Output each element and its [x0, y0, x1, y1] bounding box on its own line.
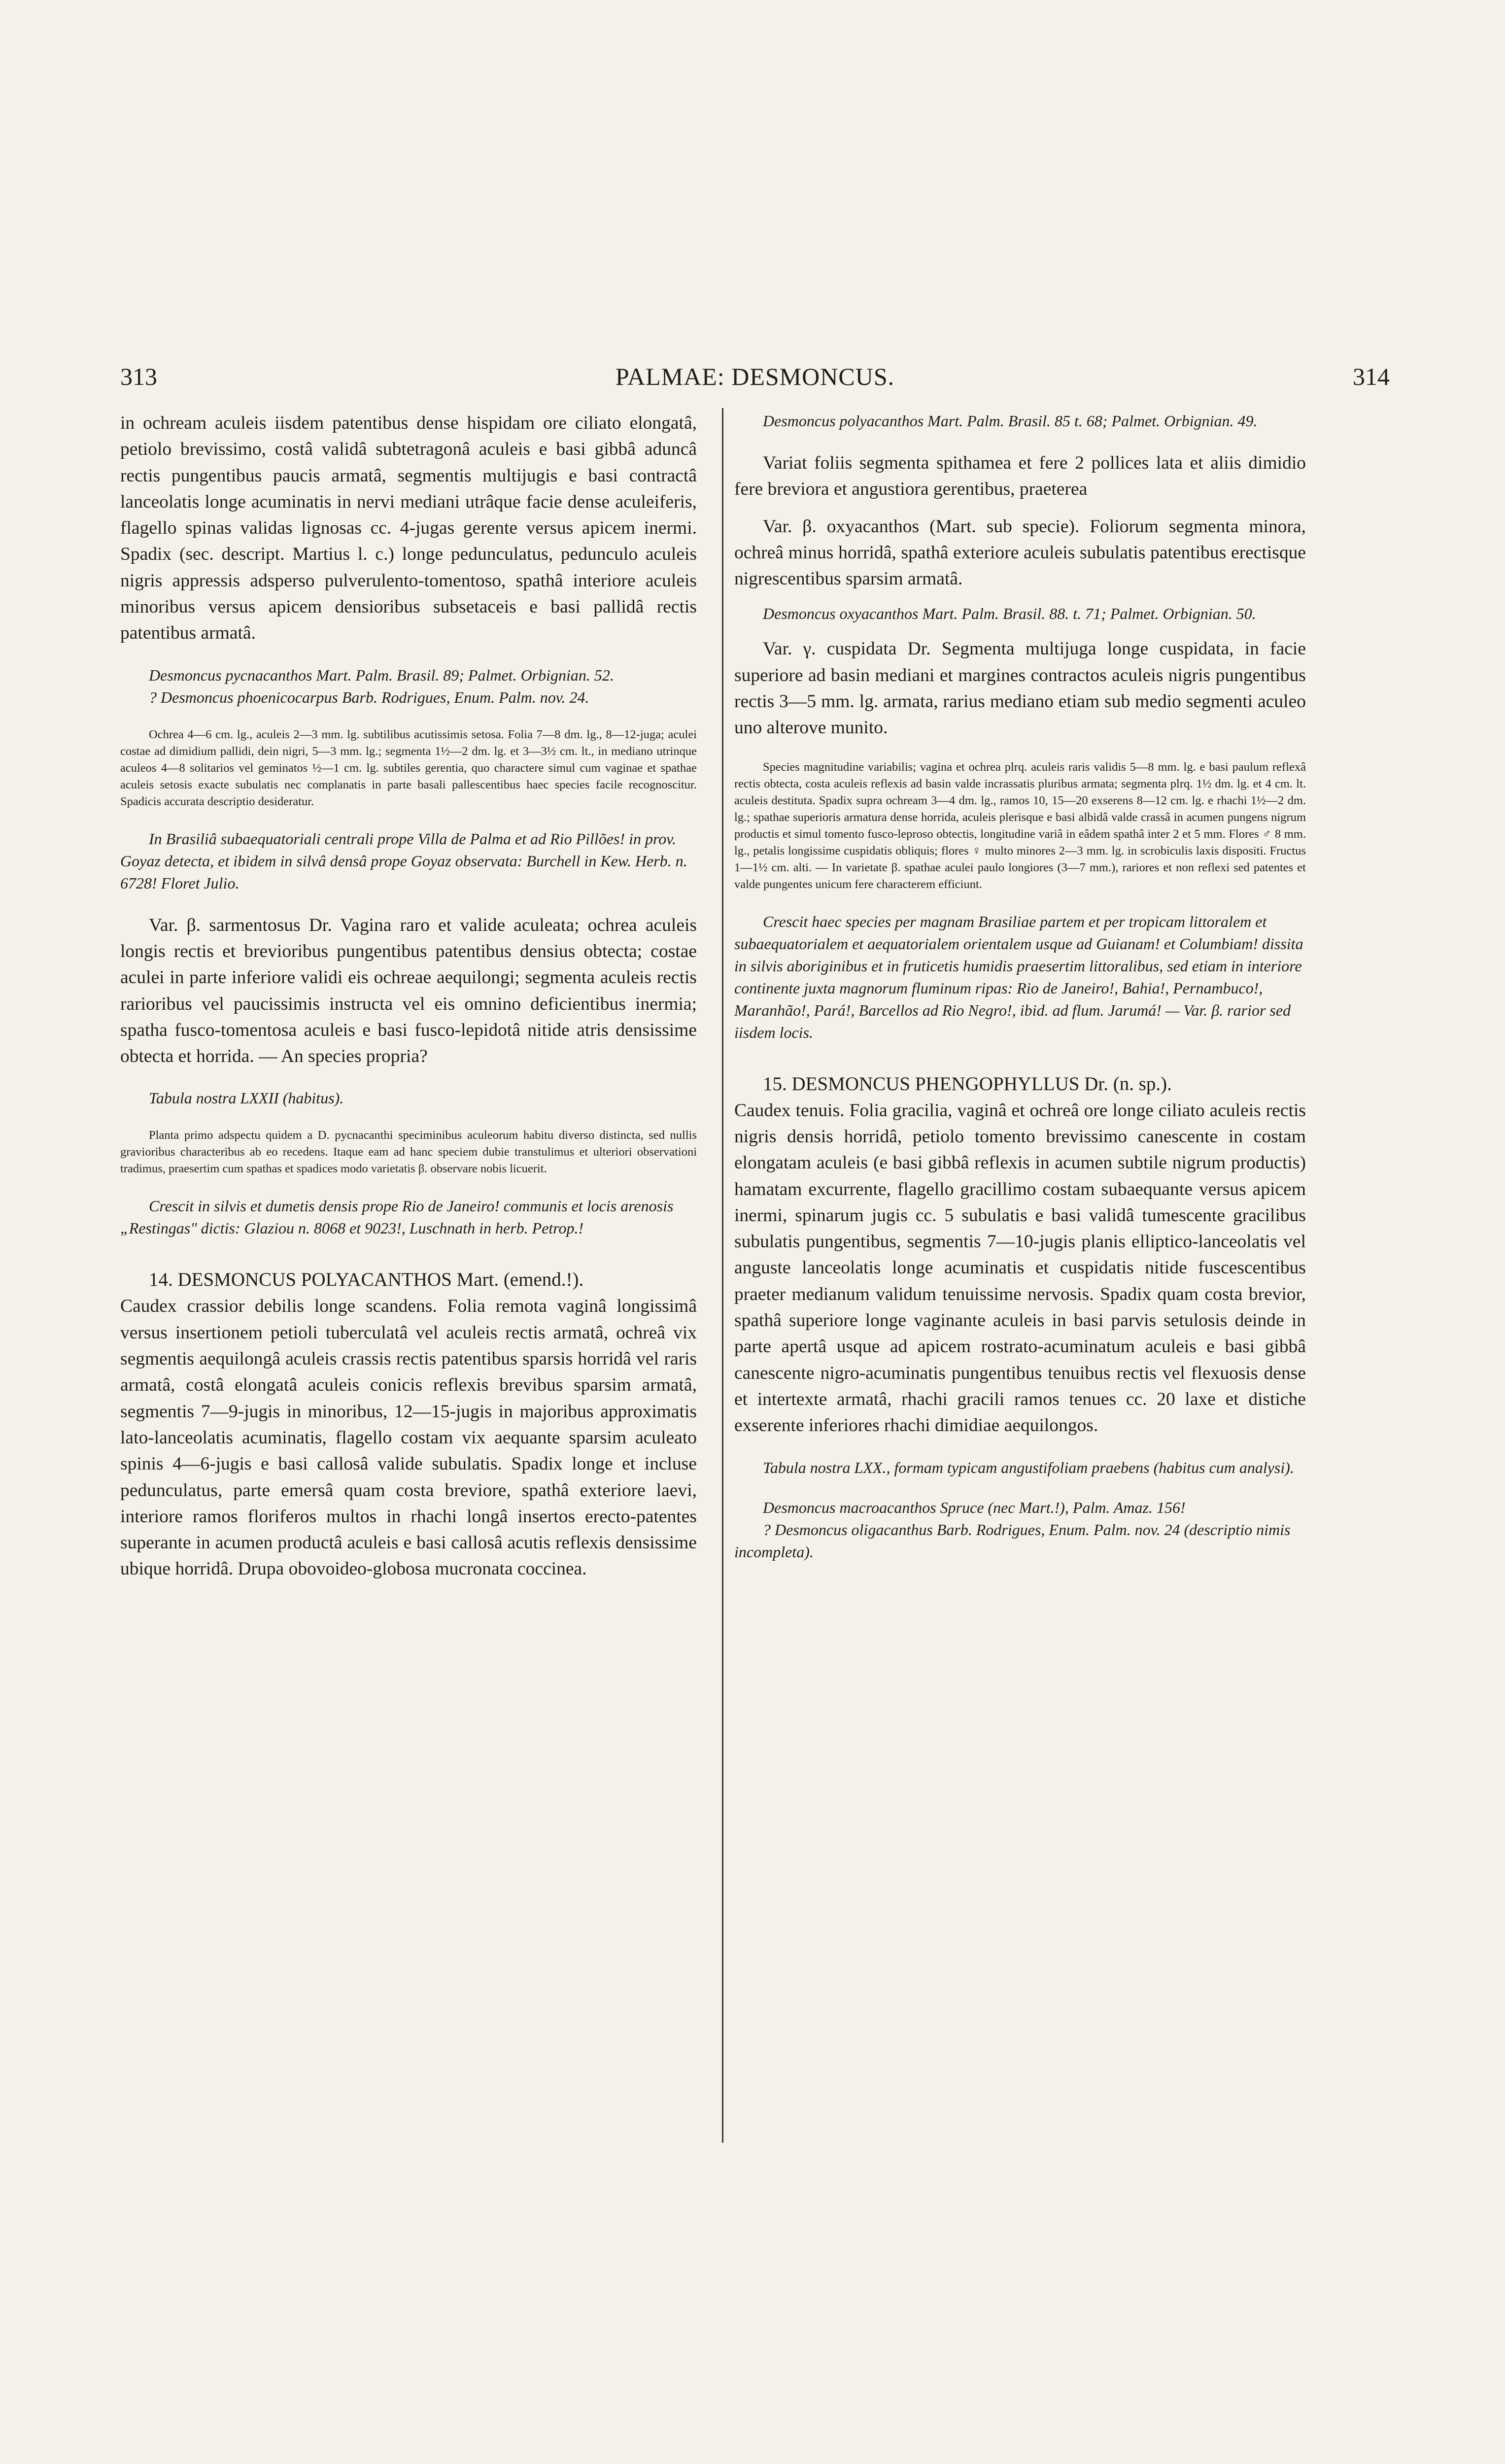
page-number-right: 314: [1353, 363, 1390, 390]
page-header: [120, 362, 1390, 398]
habitat-note: In Brasiliâ subaequatoriali centrali prope Villa de Palma et ad Rio Pillões! in prov. Goyaz detecta, et ibidem in silvâ densâ prope Goyaz observata: Burchell in Kew. Herb. n. 6728! Floret Julio.: [120, 829, 687, 892]
citation: Desmoncus polyacanthos Mart. Palm. Brasil. 85 t. 68; Palmet. Orbignian. 49.: [763, 412, 1258, 430]
species-heading: 15. DESMONCUS PHENGOPHYLLUS Dr. (n. sp.).: [763, 1073, 1172, 1095]
variety-paragraph: Var. γ. cuspidata Dr. Segmenta multijuga longe cuspidata, in facie superiore ad basin mediani et margines contractos aculeis nigris pungentibus rectis 3—5 mm. lg. armata, rarius mediano etiam sub medio segmenti aculeo uno alterove munito.: [734, 639, 1306, 738]
citation: ? Desmoncus oligacanthus Barb. Rodrigues, Enum. Palm. nov. 24 (descriptio nimis incompleta).: [734, 1520, 1291, 1561]
column-divider: [722, 408, 723, 2143]
citation: ? Desmoncus phoenicocarpus Barb. Rodrigues, Enum. Palm. nov. 24.: [149, 688, 589, 706]
note-small: Planta primo adspectu quidem a D. pycnacanthi speciminibus aculeorum habitu diverso distincta, sed nullis gravioribus characteribus ab eo recedens. Itaque eam ad hanc speciem dubie transtulimus et ulteriori observationi tradimus, praesertim cum spathas et spadices modo varietatis β. observare nobis licuerit.: [120, 1129, 697, 1176]
right-column: [734, 410, 1306, 1563]
habitat-note: Crescit in silvis et dumetis densis prope Rio de Janeiro! communis et locis arenosis „Restingas" dictis: Glaziou n. 8068 et 9023!, Luschnath in herb. Petrop.!: [120, 1197, 674, 1237]
running-title: PALMAE: DESMONCUS.: [615, 363, 895, 390]
left-column: [120, 410, 697, 1582]
citation: Desmoncus pycnacanthos Mart. Palm. Brasil. 89; Palmet. Orbignian. 52.: [149, 666, 614, 684]
habitat-note: Crescit haec species per magnam Brasiliae partem et per tropicam littoralem et subaequatorialem et aequatorialem orientalem usque ad Guianam! et Columbiam! dissita in silvis aboriginibus et in fruticetis humidis praesertim littoralibus, sed etiam in interiore continente juxta magnorum fluminum ripas: Rio de Janeiro!, Bahia!, Pernambuco!, Maranhão!, Pará!, Barcellos ad Rio Negro!, ibid. ad flum. Jarumá! — Var. β. rarior sed iisdem locis.: [734, 912, 1303, 1041]
citation: Desmoncus macroacanthos Spruce (nec Mart.!), Palm. Amaz. 156!: [763, 1498, 1186, 1516]
species-description: Caudex crassior debilis longe scandens. Folia remota vaginâ longissimâ versus insertionem petioli tuberculatâ vel aculeis rectis armatâ, ochreâ vix segmentis aequilongâ aculeis crassis rectis patentibus sparsis horridâ vel raris armatâ, costâ elongatâ aculeis conicis reflexis brevibus sparsim armatâ, segmentis 7—9-jugis in minoribus, 12—15-jugis in majoribus approximatis lato-lanceolatis acuminatis, flagello costam vix aequante sparsim aculeato spinis 4—6-jugis e basi callosâ valide subulatis. Spadix longe et incluse pedunculatus, parte emersâ quam costa breviore, spathâ exteriore laevi, interiore ramos floriferos multos in rhachi longâ insertos erecto-patentes superante in acumen productâ aculeis e basi callosâ acutis reflexis densissime ubique horridâ. Drupa obovoideo-globosa mucronata coccinea.: [120, 1296, 697, 1579]
description-paragraph: in ochream aculeis iisdem patentibus dense hispidam ore ciliato elongatâ, petiolo brevissimo, costâ validâ subtetragonâ aculeis e basi gibbâ aduncâ rectis pungentibus paucis armatâ, segmentis multijugis e basi contractâ lanceolatis longe acuminatis in nervi mediani utrâque facie dense aculeiferis, flagello spinas validas lignosas cc. 4-jugas gerente versus apicem inermi. Spadix (sec. descript. Martius l. c.) longe pedunculatus, pedunculo aculeis nigris appressis adsperso pulverulento-tomentoso, spathâ interiore aculeis minoribus versus apicem densioribus subsetaceis e basi pallidâ rectis patentibus armatâ.: [120, 413, 697, 644]
variation-paragraph: Variat foliis segmenta spithamea et fere 2 pollices lata et aliis dimidio fere breviora et angustiora gerentibus, praeterea: [734, 453, 1306, 500]
species-heading: 14. DESMONCUS POLYACANTHOS Mart. (emend.!).: [149, 1269, 584, 1291]
variety-paragraph: Var. β. sarmentosus Dr. Vagina raro et valide aculeata; ochrea aculeis longis rectis et brevioribus pungentibus patentibus densius obtecta; costae aculei in parte inferiore validi eis ochreae aequilongi; segmenta aculeis rectis rarioribus vel paucissimis instructa vel eis omnino deficientibus inermia; spatha fusco-tomentosa aculeis e basi fusco-lepidotâ nitide atris densissime obtecta et horrida. — An species propria?: [120, 915, 697, 1067]
species-description: Caudex tenuis. Folia gracilia, vaginâ et ochreâ ore longe ciliato aculeis rectis nigris densis horridâ, petiolo tomento brevissimo canescente in costam elongatam aculeis (e basi gibbâ reflexis in acumen subtile nigrum productis) hamatam excurrente, flagello gracillimo costam subaequante versus apicem inermi, spinarum jugis cc. 5 subulatis e basi validâ tumescente gracilibus subulatis pungentibus, segmentis 7—10-jugis planis elliptico-lanceolatis vel anguste lanceolatis longe acuminatis et cuspidatis nitide fuscescentibus praeter medianum validum tenuissime nervosis. Spadix quam costa brevior, spathâ superiore longe vaginante aculeis in basi parvis setulosis deinde in parte apertâ usque ad apicem rostrato-acuminatum aculeis e basi gibbâ canescente nigro-acuminatis pungentibus tenuibus rectis vel flexuosis dense et intertexte armatâ, rhachi gracili ramos tenues cc. 20 laxe et distiche exserente inferiores rhachi dimidiae aequilongos.: [734, 1100, 1306, 1436]
plate-reference: Tabula nostra LXX., formam typicam angustifoliam praebens (habitus cum analysi).: [763, 1458, 1294, 1476]
page-number-left: 313: [120, 363, 157, 390]
note-small: Ochrea 4—6 cm. lg., aculeis 2—3 mm. lg. subtilibus acutissimis setosa. Folia 7—8 dm. lg., 8—12-juga; aculei costae ad dimidium pallidi, dein nigri, 5—3 mm. lg.; segmenta 1½—2 dm. lg. et 3—3½ cm. lt., in mediano utrinque aculeos 4—8 solitarios vel geminatos ½—1 cm. lg. subtiles gerentia, quo charactere simul cum vaginae et spathae aculeis setosis exacte subulatis nec complanatis in parte basali pallescentibus haec species facile recognoscitur. Spadicis accurata descriptio desideratur.: [120, 727, 697, 808]
variety-paragraph: Var. β. oxyacanthos (Mart. sub specie). Foliorum segmenta minora, ochreâ minus horridâ, spathâ exteriore aculeis subulatis patentibus erectisque nigrescentibus sparsim armatâ.: [734, 516, 1306, 589]
note-small: Species magnitudine variabilis; vagina et ochrea plrq. aculeis raris validis 5—8 mm. lg. e basi paulum reflexâ rectis obtecta, costa aculeis reflexis ad basin valde incrassatis pluribus armata; segmenta plrq. 1½ dm. lg. et 4 cm. lt. aculeis destituta. Spadix supra ochream 3—4 dm. lg., ramos 10, 15—20 exserens 8—12 cm. lg. e rhachi 1½—2 dm. lg.; spathae superioris armatura dense horrida, aculeis plerisque e basi albidâ valde crassâ in acumen pungens nigrum productis et simul tomento fusco-leproso obtectis, longitudine variâ in eâdem spathâ inter 2 et 5 mm. Flores ♂ 8 mm. lg., petalis longissime cuspidatis obliquis; flores ♀ multo minores 2—3 mm. lg. in scrobiculis laxis dispositi. Fructus 1—1½ cm. alti. — In varietate β. spathae aculei paulo longiores (3—7 mm.), rariores et non reflexi sed patentes et valde pungentes unicum fere characterem efficiunt.: [734, 760, 1306, 891]
citation: Desmoncus oxyacanthos Mart. Palm. Brasil. 88. t. 71; Palmet. Orbignian. 50.: [763, 605, 1256, 623]
plate-reference: Tabula nostra LXXII (habitus).: [149, 1089, 344, 1107]
